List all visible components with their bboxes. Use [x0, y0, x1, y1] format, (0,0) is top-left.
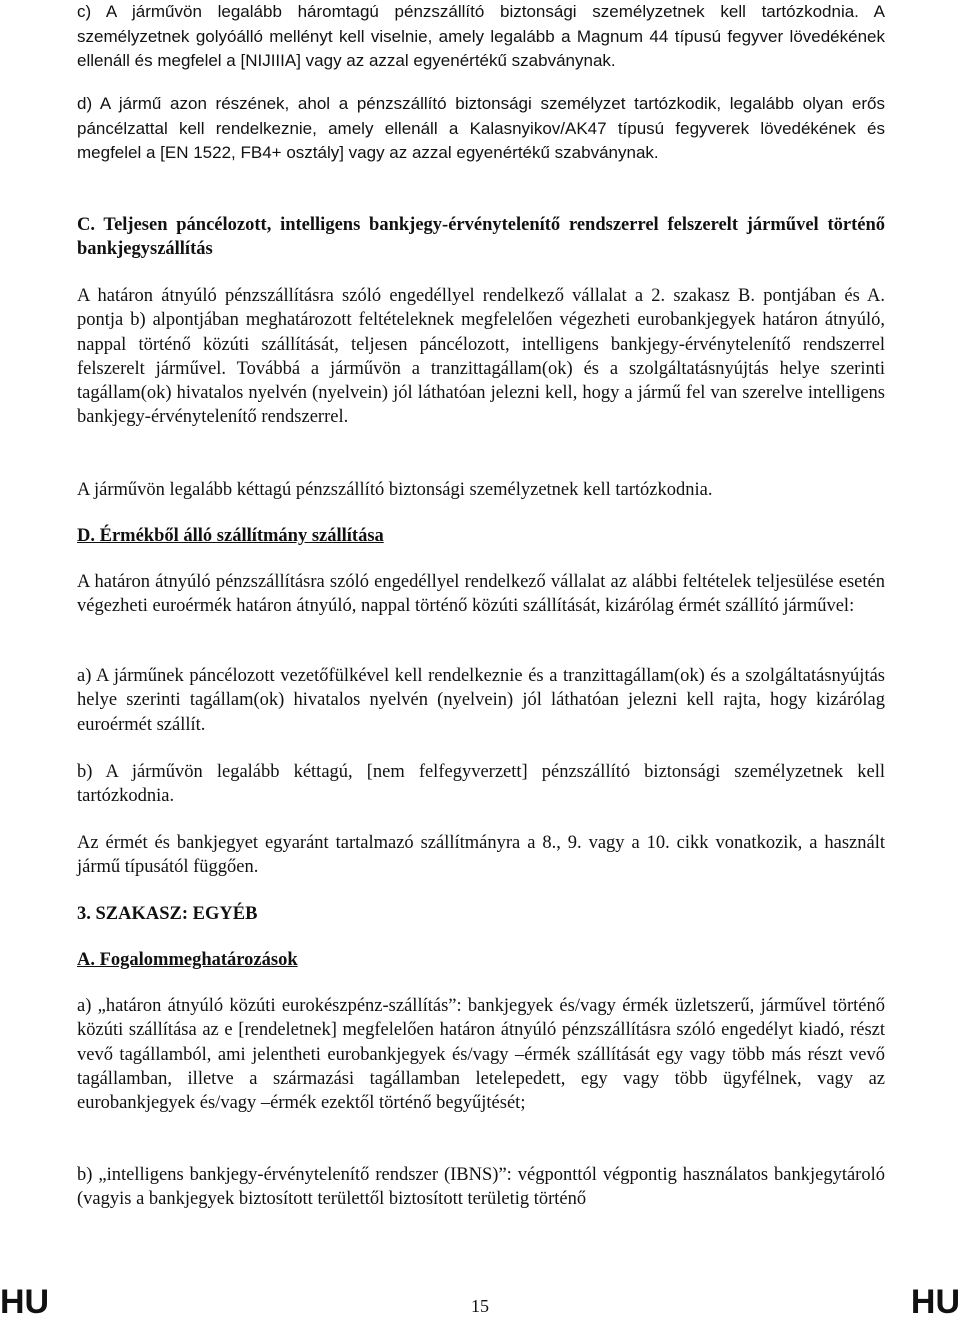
heading-section-d: D. Érmékből álló szállítmány szállítása — [77, 526, 384, 546]
footer-language-right: HU — [910, 1283, 960, 1321]
paragraph-definition-a: a) „határon átnyúló közúti eurokészpénz-szállítás”: bankjegyek és/vagy érmék üzletszerű, járművel történő közúti szállítása az e [rendeletnek] megfelelően határon átnyúló pénzszállításra szóló engedélyt kiadó, részt vevő tagállamból, ami jelentheti eurobankjegyek és/vagy –érmék szállítását egy vagy több más részt vevő tagállamban, illetve a származási tagállamban letelepedett, egy vagy több ügyfélnek, vagy az eurobankjegyek és/vagy –érmék ezektől történő begyűjtését; — [77, 996, 885, 1114]
paragraph-d-item-b: b) A járművön legalább kéttagú, [nem felfegyverzett] pénzszállító biztonsági személyzetnek kell tartózkodnia. — [77, 762, 885, 807]
footer-page-number: 15 — [471, 1296, 489, 1316]
heading-section-c: C. Teljesen páncélozott, intelligens bankjegy-érvénytelenítő rendszerrel felszerelt járművel történő bankjegyszállítás — [77, 215, 885, 260]
paragraph-d-armour: d) A jármű azon részének, ahol a pénzszállító biztonsági személyzet tartózkodik, legalább olyan erős páncélzattal kell rendelkeznie, amely ellenáll a Kalasnyikov/AK47 típusú fegyverek lövedékének és megfelel a [EN 1522, FB4+ osztály] vagy az azzal egyenértékű szabványnak. — [77, 94, 885, 162]
paragraph-c-body: A határon átnyúló pénzszállításra szóló engedéllyel rendelkező vállalat a 2. szakasz B. pontjában és A. pontja b) alpontjában meghatározott feltételeknek megfelelően végezheti eurobankjegyek határon átnyúló, nappal történő közúti szállítását, teljesen páncélozott, intelligens bankjegy-érvénytelenítő rendszerrel felszerelt járművel. Továbbá a járművön a tranzittagállam(ok) és a szolgáltatásnyújtás helye szerinti tagállam(ok) hivatalos nyelvén (nyelvein) jól láthatóan jelezni kell, hogy a jármű fel van szerelve intelligens bankjegy-érvénytelenítő rendszerrel. — [77, 286, 885, 428]
paragraph-d-item-a: a) A járműnek páncélozott vezetőfülkével kell rendelkeznie és a tranzittagállam(ok) és a szolgáltatásnyújtás helye szerinti tagállam(ok) hivatalos nyelvén (nyelvein) jól láthatóan jelezni kell rajta, hogy kizárólag euroérmét szállít. — [77, 666, 885, 735]
heading-definitions: A. Fogalommeghatározások — [77, 950, 298, 970]
paragraph-c-security-staff: c) A járművön legalább háromtagú pénzszállító biztonsági személyzetnek kell tartózkodnia. A személyzetnek golyóálló mellényt kell viselnie, amely legalább a Magnum 44 típusú fegyver lövedékének ellenáll és megfelel a [NIJIIIA] vagy az azzal egyenértékű szabványnak. — [77, 2, 885, 70]
paragraph-mixed-shipment: Az érmét és bankjegyet egyaránt tartalmazó szállítmányra a 8., 9. vagy a 10. cikk vonatkozik, a használt jármű típusától függően. — [77, 833, 885, 878]
paragraph-definition-b: b) „intelligens bankjegy-érvénytelenítő rendszer (IBNS)”: végponttól végpontig használatos bankjegytároló (vagyis a bankjegyek biztosított területtől biztosított területig történő — [77, 1165, 885, 1210]
paragraph-d-body: A határon átnyúló pénzszállításra szóló engedéllyel rendelkező vállalat az alábbi feltételek teljesülése esetén végezheti euroérmék határon átnyúló, nappal történő közúti szállítását, kizárólag érmét szállító járművel: — [77, 572, 885, 617]
footer-language-left: HU — [0, 1283, 50, 1321]
paragraph-c-crew: A járművön legalább kéttagú pénzszállító biztonsági személyzetnek kell tartózkodnia. — [77, 480, 713, 500]
heading-section-3: 3. SZAKASZ: EGYÉB — [77, 904, 258, 924]
